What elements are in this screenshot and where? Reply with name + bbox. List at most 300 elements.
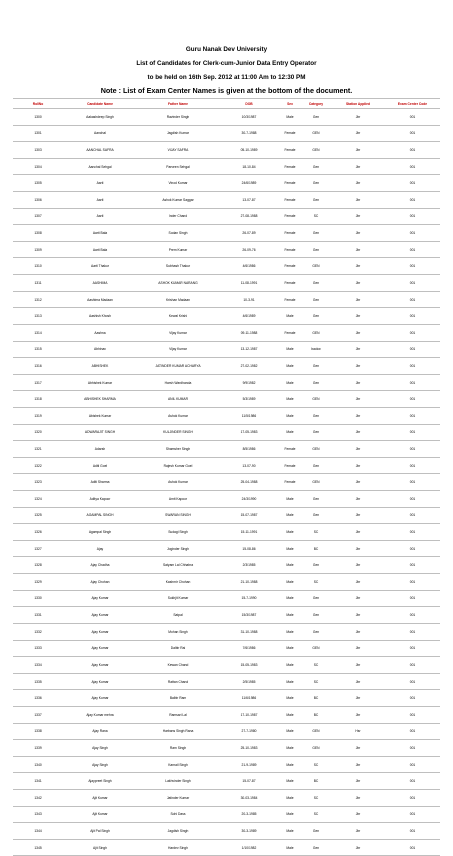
cell-category: SC: [301, 208, 331, 225]
cell-father-name: Jagdish Kumar: [137, 125, 219, 142]
cell-father-name: Harsh Wardhanda: [137, 374, 219, 391]
column-header-exam-center-code: Exam Center Code: [385, 99, 440, 109]
cell-dob: 15-05-1983: [219, 657, 279, 674]
cell-category: SC: [301, 657, 331, 674]
cell-category: Gen: [301, 225, 331, 242]
cell-father-name: Sudagi Singh: [137, 524, 219, 541]
table-row: [13, 391, 440, 408]
cell-father-name: Lakhvinder Singh: [137, 773, 219, 790]
exam-schedule: to be held on 16th Sep. 2012 at 11:00 Am to 12:30 PM: [147, 74, 306, 81]
column-header-rollno: RollNo: [13, 99, 63, 109]
cell-rollno: 1313: [13, 308, 63, 325]
cell-rollno: 1317: [13, 374, 63, 391]
cell-category: Gen: [301, 457, 331, 474]
cell-candidate-name: Abhishek Kumar: [63, 374, 137, 391]
cell-exam-center-code: 001: [385, 773, 440, 790]
cell-candidate-name: Ajit Pal Singh: [63, 823, 137, 840]
cell-candidate-name: Aakashdeep Singh: [63, 109, 137, 126]
cell-station-applied: Jbr: [331, 158, 385, 175]
cell-candidate-name: ABHISHEK: [63, 358, 137, 375]
cell-rollno: 1318: [13, 391, 63, 408]
cell-candidate-name: Ajay: [63, 540, 137, 557]
cell-sex: Female: [279, 457, 301, 474]
cell-station-applied: Jbr: [331, 657, 385, 674]
cell-candidate-name: Ajay Rana: [63, 723, 137, 740]
table-body: [13, 109, 440, 856]
cell-sex: Male: [279, 723, 301, 740]
cell-rollno: 1327: [13, 540, 63, 557]
table-row: [13, 324, 440, 341]
cell-rollno: 1331: [13, 607, 63, 624]
cell-father-name: Subhash Thakur: [137, 258, 219, 275]
cell-dob: 10-3-91: [219, 291, 279, 308]
cell-exam-center-code: 001: [385, 407, 440, 424]
cell-station-applied: Jbr: [331, 324, 385, 341]
cell-candidate-name: Aarti: [63, 208, 137, 225]
cell-dob: 11/5/1986: [219, 407, 279, 424]
cell-category: Gen: [301, 590, 331, 607]
cell-category: GEN: [301, 391, 331, 408]
cell-category: GEN: [301, 324, 331, 341]
cell-dob: 30-03-1984: [219, 789, 279, 806]
cell-candidate-name: AASHIMA: [63, 275, 137, 292]
cell-sex: Male: [279, 590, 301, 607]
cell-father-name: Parveen Sehgal: [137, 158, 219, 175]
cell-dob: 05-10-1989: [219, 142, 279, 159]
cell-station-applied: Jbr: [331, 208, 385, 225]
cell-category: Gen: [301, 192, 331, 209]
cell-rollno: 1315: [13, 341, 63, 358]
cell-station-applied: Jbr: [331, 374, 385, 391]
cell-dob: 11-08-1991: [219, 275, 279, 292]
cell-station-applied: Jbr: [331, 507, 385, 524]
cell-exam-center-code: 001: [385, 158, 440, 175]
cell-rollno: 1303: [13, 142, 63, 159]
cell-category: GEN: [301, 258, 331, 275]
cell-station-applied: Jbr: [331, 540, 385, 557]
table-row: [13, 740, 440, 757]
cell-category: Gen: [301, 308, 331, 325]
cell-station-applied: Jbr: [331, 407, 385, 424]
cell-sex: Male: [279, 109, 301, 126]
cell-father-name: Jatinder Kumar: [137, 789, 219, 806]
cell-rollno: 1330: [13, 590, 63, 607]
cell-sex: Male: [279, 623, 301, 640]
cell-station-applied: Jbr: [331, 590, 385, 607]
cell-category: SC: [301, 673, 331, 690]
cell-dob: 13-07-87: [219, 192, 279, 209]
cell-exam-center-code: 001: [385, 374, 440, 391]
cell-station-applied: Jbr: [331, 673, 385, 690]
cell-category: BC: [301, 706, 331, 723]
cell-sex: Female: [279, 275, 301, 292]
cell-sex: Male: [279, 507, 301, 524]
cell-sex: Male: [279, 690, 301, 707]
cell-sex: Male: [279, 524, 301, 541]
cell-sex: Female: [279, 125, 301, 142]
cell-rollno: 1300: [13, 109, 63, 126]
cell-exam-center-code: 001: [385, 706, 440, 723]
table-row: [13, 524, 440, 541]
cell-rollno: 1322: [13, 457, 63, 474]
cell-dob: 15-7-1990: [219, 590, 279, 607]
cell-father-name: Satpal: [137, 607, 219, 624]
cell-exam-center-code: 001: [385, 324, 440, 341]
cell-category: Gen: [301, 158, 331, 175]
table-row: [13, 125, 440, 142]
cell-sex: Female: [279, 192, 301, 209]
table-row: [13, 241, 440, 258]
cell-category: GEN: [301, 640, 331, 657]
cell-exam-center-code: 001: [385, 192, 440, 209]
cell-candidate-name: Ajaypreet Singh: [63, 773, 137, 790]
cell-dob: 2/3/1985: [219, 557, 279, 574]
cell-category: Gen: [301, 275, 331, 292]
cell-father-name: SWARAN SINGH: [137, 507, 219, 524]
cell-sex: Female: [279, 258, 301, 275]
cell-father-name: Vinod Kumar: [137, 175, 219, 192]
cell-exam-center-code: 001: [385, 657, 440, 674]
cell-category: Gen: [301, 424, 331, 441]
cell-station-applied: Jbr: [331, 241, 385, 258]
cell-rollno: 1304: [13, 158, 63, 175]
cell-dob: 25-04-1988: [219, 474, 279, 491]
cell-exam-center-code: 001: [385, 125, 440, 142]
cell-father-name: Karnail Singh: [137, 756, 219, 773]
cell-rollno: 1319: [13, 407, 63, 424]
table-row: [13, 657, 440, 674]
cell-father-name: Shamsher Singh: [137, 441, 219, 458]
cell-category: GEN: [301, 441, 331, 458]
table-header-row: [13, 99, 440, 109]
cell-rollno: 1324: [13, 491, 63, 508]
cell-exam-center-code: 001: [385, 607, 440, 624]
cell-candidate-name: Aanchal Sehgal: [63, 158, 137, 175]
cell-exam-center-code: 001: [385, 341, 440, 358]
cell-station-applied: Jbr: [331, 225, 385, 242]
cell-dob: 13-12-1987: [219, 341, 279, 358]
cell-rollno: 1308: [13, 225, 63, 242]
cell-station-applied: Jbr: [331, 358, 385, 375]
cell-sex: Male: [279, 839, 301, 856]
cell-station-applied: Jbr: [331, 341, 385, 358]
cell-father-name: Amit Kapoor: [137, 491, 219, 508]
cell-exam-center-code: 001: [385, 507, 440, 524]
cell-father-name: Krishan Madaan: [137, 291, 219, 308]
table-row: [13, 823, 440, 840]
cell-category: GEN: [301, 142, 331, 159]
cell-sex: Female: [279, 225, 301, 242]
cell-station-applied: Jbr: [331, 258, 385, 275]
cell-station-applied: Jbr: [331, 491, 385, 508]
cell-candidate-name: AANCHAL SAFRA: [63, 142, 137, 159]
cell-sex: Male: [279, 740, 301, 757]
cell-rollno: 1344: [13, 823, 63, 840]
cell-station-applied: Jbr: [331, 773, 385, 790]
cell-father-name: VIJAY SAFRA: [137, 142, 219, 159]
cell-rollno: 1339: [13, 740, 63, 757]
cell-exam-center-code: 001: [385, 457, 440, 474]
cell-father-name: Kewan Chand: [137, 657, 219, 674]
cell-sex: Male: [279, 391, 301, 408]
cell-exam-center-code: 001: [385, 839, 440, 856]
cell-dob: 30-7-1988: [219, 125, 279, 142]
cell-dob: 15-07-87: [219, 773, 279, 790]
cell-candidate-name: Aanchal: [63, 125, 137, 142]
cell-exam-center-code: 001: [385, 673, 440, 690]
cell-rollno: 1338: [13, 723, 63, 740]
cell-father-name: Prem Kumar: [137, 241, 219, 258]
cell-candidate-name: Ajay Singh: [63, 740, 137, 757]
cell-candidate-name: Aarti: [63, 175, 137, 192]
cell-category: Gen: [301, 109, 331, 126]
table-row: [13, 341, 440, 358]
cell-station-applied: Jbr: [331, 424, 385, 441]
cell-sex: Female: [279, 241, 301, 258]
cell-father-name: Vijay Kumar: [137, 324, 219, 341]
cell-exam-center-code: 001: [385, 590, 440, 607]
cell-exam-center-code: 001: [385, 308, 440, 325]
cell-category: BC: [301, 690, 331, 707]
cell-candidate-name: Ajay Chohan: [63, 574, 137, 591]
cell-category: GEN: [301, 740, 331, 757]
cell-category: Gen: [301, 557, 331, 574]
table-row: [13, 773, 440, 790]
cell-station-applied: Jbr: [331, 142, 385, 159]
cell-rollno: 1323: [13, 474, 63, 491]
table-row: [13, 690, 440, 707]
cell-category: GEN: [301, 723, 331, 740]
cell-exam-center-code: 001: [385, 823, 440, 840]
cell-sex: Male: [279, 756, 301, 773]
cell-station-applied: Jbr: [331, 806, 385, 823]
table-row: [13, 673, 440, 690]
cell-station-applied: Jbr: [331, 275, 385, 292]
cell-sex: Female: [279, 158, 301, 175]
cell-dob: 25-10-1983: [219, 740, 279, 757]
cell-exam-center-code: 001: [385, 258, 440, 275]
cell-rollno: 1342: [13, 789, 63, 806]
cell-category: BC: [301, 540, 331, 557]
cell-exam-center-code: 001: [385, 574, 440, 591]
cell-dob: 11/6/1986: [219, 690, 279, 707]
cell-exam-center-code: 001: [385, 358, 440, 375]
cell-dob: 7/6/1986: [219, 640, 279, 657]
cell-father-name: Sukhjit Kumar: [137, 590, 219, 607]
cell-exam-center-code: 001: [385, 540, 440, 557]
cell-station-applied: Jbr: [331, 441, 385, 458]
cell-candidate-name: AGAMPAL SINGH: [63, 507, 137, 524]
cell-sex: Male: [279, 640, 301, 657]
cell-rollno: 1305: [13, 175, 63, 192]
cell-rollno: 1312: [13, 291, 63, 308]
cell-rollno: 1320: [13, 424, 63, 441]
cell-rollno: 1329: [13, 574, 63, 591]
table-row: [13, 723, 440, 740]
table-row: [13, 557, 440, 574]
cell-sex: Female: [279, 474, 301, 491]
table-row: [13, 806, 440, 823]
table-row: [13, 158, 440, 175]
cell-rollno: 1343: [13, 806, 63, 823]
cell-exam-center-code: 001: [385, 424, 440, 441]
cell-father-name: Rajesh Kumar Goel: [137, 457, 219, 474]
table-row: [13, 706, 440, 723]
table-row: [13, 258, 440, 275]
cell-rollno: 1336: [13, 690, 63, 707]
column-header-dob: DOB: [219, 99, 279, 109]
cell-dob: 4/6/1986: [219, 258, 279, 275]
cell-candidate-name: Aashish Khosh: [63, 308, 137, 325]
cell-dob: 2/5/1985: [219, 673, 279, 690]
cell-father-name: Ashok Kumar Saggar: [137, 192, 219, 209]
cell-father-name: ASHOK KUMAR NARANG: [137, 275, 219, 292]
cell-category: Gen: [301, 839, 331, 856]
cell-dob: 15-11-1991: [219, 524, 279, 541]
cell-category: Gen: [301, 175, 331, 192]
cell-candidate-name: Ajit Kumar: [63, 806, 137, 823]
cell-dob: 15-08-86: [219, 540, 279, 557]
cell-candidate-name: Aarti Bala: [63, 225, 137, 242]
cell-exam-center-code: 001: [385, 241, 440, 258]
cell-sex: Male: [279, 574, 301, 591]
cell-rollno: 1310: [13, 258, 63, 275]
cell-station-applied: Jbr: [331, 557, 385, 574]
cell-rollno: 1328: [13, 557, 63, 574]
cell-station-applied: Jbr: [331, 839, 385, 856]
table-row: [13, 756, 440, 773]
cell-rollno: 1345: [13, 839, 63, 856]
table-row: [13, 839, 440, 856]
cell-category: BC: [301, 773, 331, 790]
cell-category: GEN: [301, 125, 331, 142]
cell-rollno: 1341: [13, 773, 63, 790]
cell-father-name: Harbans Singh Rana: [137, 723, 219, 740]
cell-dob: 27-02-1982: [219, 358, 279, 375]
cell-rollno: 1307: [13, 208, 63, 225]
cell-exam-center-code: 001: [385, 391, 440, 408]
cell-sex: Male: [279, 407, 301, 424]
cell-dob: 4/6/1989: [219, 308, 279, 325]
cell-candidate-name: Ajay Kumar: [63, 590, 137, 607]
cell-father-name: Dalbir Rai: [137, 640, 219, 657]
cell-exam-center-code: 001: [385, 789, 440, 806]
cell-exam-center-code: 001: [385, 723, 440, 740]
cell-candidate-name: Adarsh: [63, 441, 137, 458]
table-row: [13, 441, 440, 458]
cell-candidate-name: Ajay Kumar: [63, 607, 137, 624]
cell-candidate-name: Aarti: [63, 192, 137, 209]
cell-sex: Male: [279, 557, 301, 574]
table-row: [13, 109, 440, 126]
cell-rollno: 1311: [13, 275, 63, 292]
cell-sex: Female: [279, 324, 301, 341]
table-row: [13, 607, 440, 624]
list-title: List of Candidates for Clerk-cum-Junior Data Entry Operator: [136, 60, 317, 67]
table-row: [13, 358, 440, 375]
cell-category: Gen: [301, 607, 331, 624]
cell-dob: 21-10-1988: [219, 574, 279, 591]
cell-station-applied: Jbr: [331, 175, 385, 192]
cell-station-applied: Hsr: [331, 723, 385, 740]
cell-candidate-name: Aashna: [63, 324, 137, 341]
cell-rollno: 1334: [13, 657, 63, 674]
cell-dob: 10/3/1987: [219, 109, 279, 126]
cell-station-applied: Jbr: [331, 690, 385, 707]
cell-category: Gen: [301, 823, 331, 840]
cell-station-applied: Jbr: [331, 474, 385, 491]
cell-category: Gen: [301, 241, 331, 258]
table-row: [13, 374, 440, 391]
cell-candidate-name: Agampal Singh: [63, 524, 137, 541]
cell-father-name: Joginder Singh: [137, 540, 219, 557]
cell-candidate-name: ABHISHEK SHARMA: [63, 391, 137, 408]
cell-category: Gen: [301, 291, 331, 308]
cell-rollno: 1306: [13, 192, 63, 209]
cell-candidate-name: Abishek Kumar: [63, 407, 137, 424]
column-header-father-name: Father Name: [137, 99, 219, 109]
cell-father-name: Ramsari Lal: [137, 706, 219, 723]
table-row: [13, 225, 440, 242]
cell-exam-center-code: 001: [385, 175, 440, 192]
cell-station-applied: Jbr: [331, 823, 385, 840]
cell-exam-center-code: 001: [385, 690, 440, 707]
table-row: [13, 192, 440, 209]
cell-rollno: 1321: [13, 441, 63, 458]
cell-station-applied: Jbr: [331, 524, 385, 541]
cell-dob: 9/9/1982: [219, 374, 279, 391]
cell-station-applied: Jbr: [331, 308, 385, 325]
cell-sex: Male: [279, 308, 301, 325]
cell-exam-center-code: 001: [385, 491, 440, 508]
cell-station-applied: Jbr: [331, 125, 385, 142]
cell-dob: 24/6/1989: [219, 175, 279, 192]
table-row: [13, 540, 440, 557]
cell-station-applied: Jbr: [331, 756, 385, 773]
cell-father-name: Ravinder Singh: [137, 109, 219, 126]
cell-candidate-name: Ajay Chadha: [63, 557, 137, 574]
cell-rollno: 1335: [13, 673, 63, 690]
cell-sex: Male: [279, 673, 301, 690]
cell-candidate-name: Aditi Sharma: [63, 474, 137, 491]
cell-exam-center-code: 001: [385, 225, 440, 242]
cell-candidate-name: Ajay Kumar: [63, 657, 137, 674]
cell-father-name: Kewal Krishi: [137, 308, 219, 325]
cell-father-name: JATINDER KUMAR ACHARYA: [137, 358, 219, 375]
university-title: Guru Nanak Dev University: [185, 46, 268, 53]
cell-dob: 17-10-1987: [219, 706, 279, 723]
cell-exam-center-code: 001: [385, 806, 440, 823]
cell-sex: Male: [279, 374, 301, 391]
cell-category: SC: [301, 756, 331, 773]
cell-station-applied: Jbr: [331, 291, 385, 308]
cell-dob: 26-07-89: [219, 225, 279, 242]
cell-dob: 15/3/1987: [219, 607, 279, 624]
cell-station-applied: Jbr: [331, 457, 385, 474]
table-row: [13, 291, 440, 308]
cell-sex: Male: [279, 607, 301, 624]
cell-station-applied: Jbr: [331, 789, 385, 806]
cell-dob: 27-08-1988: [219, 208, 279, 225]
cell-sex: Female: [279, 142, 301, 159]
cell-dob: 1/10/1982: [219, 839, 279, 856]
cell-rollno: 1309: [13, 241, 63, 258]
column-header-station-applied: Station Applied: [331, 99, 385, 109]
cell-station-applied: Jbr: [331, 574, 385, 591]
cell-sex: Male: [279, 491, 301, 508]
table-row: [13, 474, 440, 491]
cell-exam-center-code: 001: [385, 275, 440, 292]
